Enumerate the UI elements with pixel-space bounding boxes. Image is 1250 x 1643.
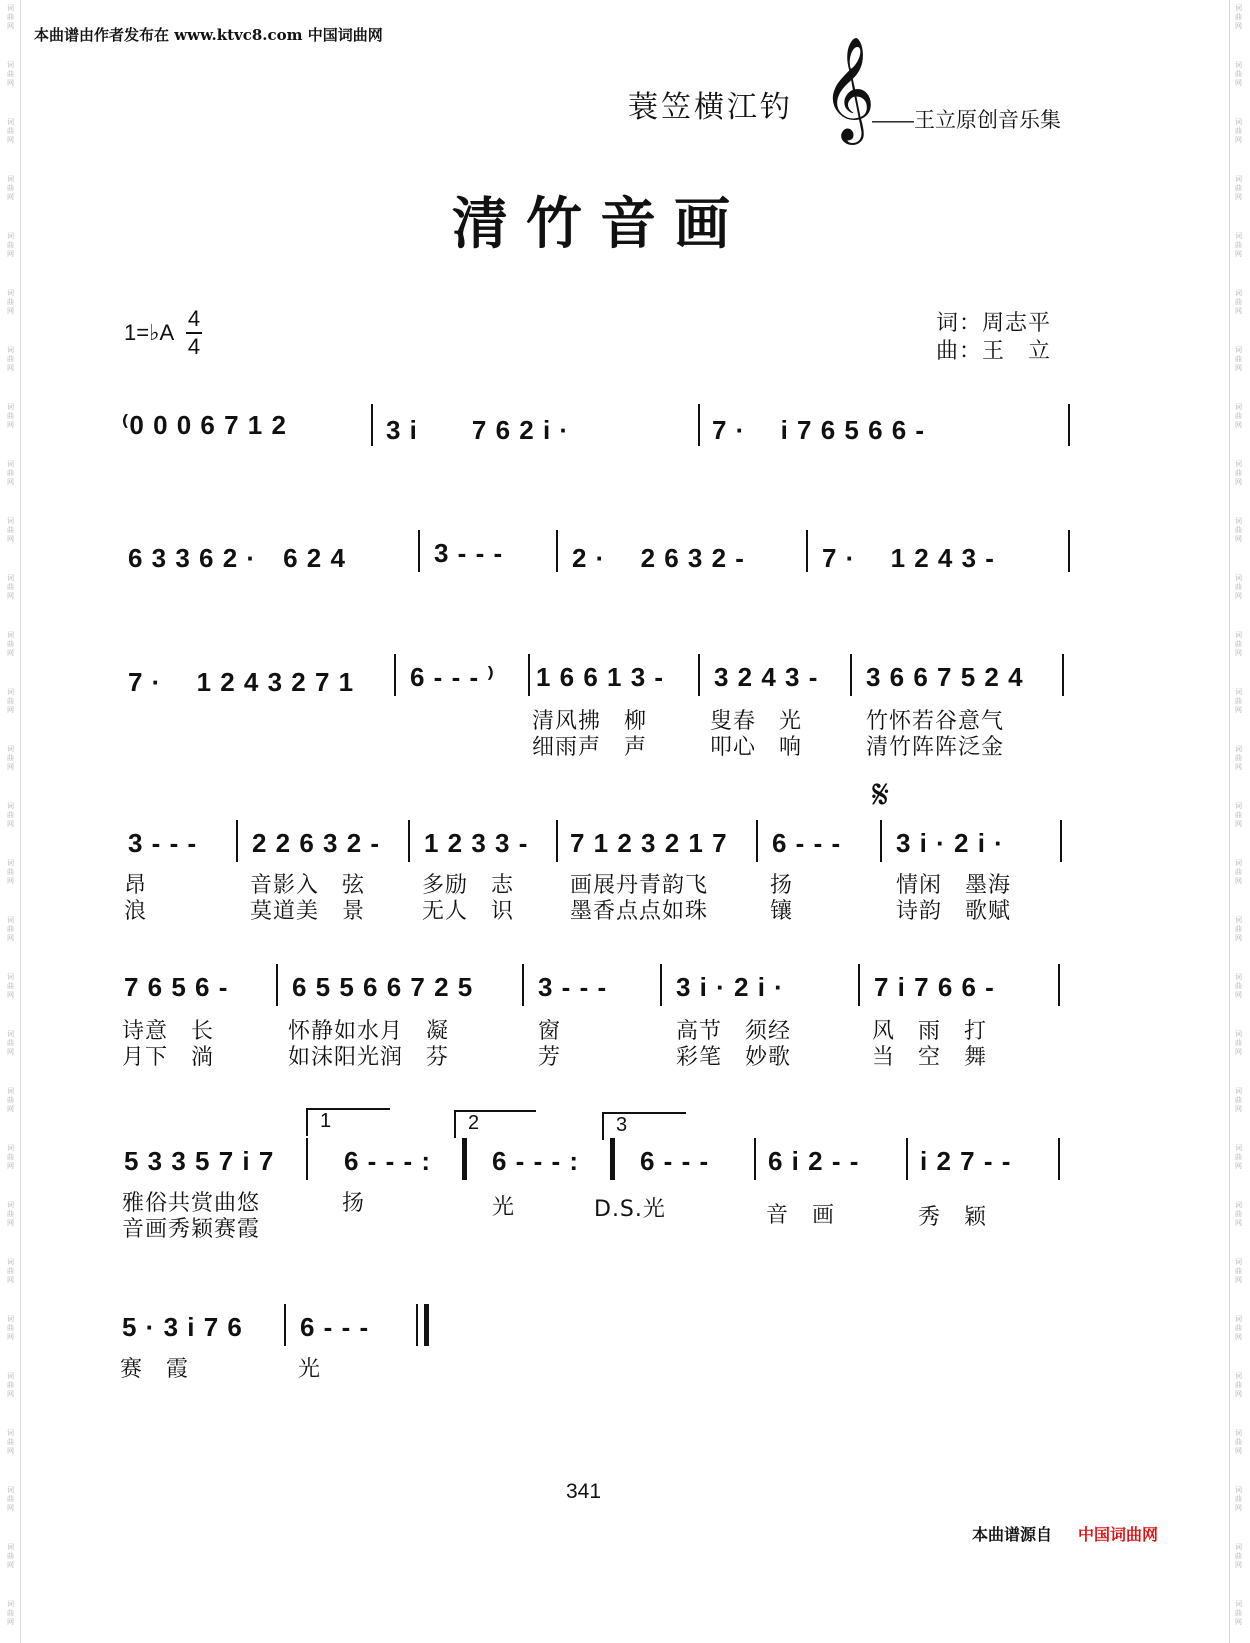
- footer-source-site[interactable]: 中国词曲网: [1078, 1525, 1159, 1544]
- barline: [850, 654, 852, 696]
- side-watermark: 词 曲 网: [7, 232, 14, 258]
- side-watermark: 词 曲 网: [1235, 859, 1242, 885]
- side-watermark: 词 曲 网: [7, 1201, 14, 1227]
- measure: 3 i 7 6 2 i ·: [386, 415, 570, 445]
- lyric-ds: D.S.光: [594, 1197, 666, 1222]
- side-watermark: 词 曲 网: [1235, 175, 1242, 201]
- measure: 6 - - -: [640, 1146, 710, 1176]
- lyric: 窗: [538, 1019, 562, 1044]
- side-watermark: 词 曲 网: [1235, 1030, 1242, 1056]
- lyric: 莫道美 景: [250, 899, 366, 924]
- side-watermark: 词 曲 网: [7, 631, 14, 657]
- composer-credit: 曲：王 立: [936, 339, 1052, 364]
- measure: 3 2 4 3 -: [714, 662, 819, 692]
- lyric: 画展丹青韵飞: [570, 873, 709, 898]
- side-watermark: 词 曲 网: [7, 517, 14, 543]
- measure: 7 1 2 3 2 1 7: [570, 828, 728, 858]
- lyric: 细雨声 声: [532, 735, 648, 760]
- side-watermark: 词 曲 网: [7, 403, 14, 429]
- lyric: 雅俗共赏曲悠: [122, 1191, 261, 1216]
- series-subtitle: ——王立原创音乐集: [872, 109, 1061, 132]
- side-watermark: 词 曲 网: [1235, 802, 1242, 828]
- lyric: 诗韵 歌赋: [896, 899, 1012, 924]
- side-watermark: 词 曲 网: [7, 688, 14, 714]
- measure: 7 6 5 6 -: [124, 972, 229, 1002]
- barline: [806, 530, 808, 572]
- side-watermark: 词 曲 网: [1235, 1201, 1242, 1227]
- measure: 2 · 2 6 3 2 -: [572, 543, 745, 573]
- final-barline-thick: [424, 1304, 429, 1346]
- measure: 6 i 2 - -: [768, 1146, 860, 1176]
- side-watermark: 词 曲 网: [1235, 574, 1242, 600]
- measure: 3 6 6 7 5 2 4: [866, 662, 1024, 692]
- lyric: 秀 颖: [918, 1205, 988, 1230]
- repeat-barline: [610, 1138, 615, 1180]
- barline: [371, 404, 373, 446]
- side-watermark: 词 曲 网: [1235, 973, 1242, 999]
- measure: ⁽0 0 0 6 7 1 2: [122, 410, 287, 440]
- side-watermark: 词 曲 网: [7, 1144, 14, 1170]
- lyric: 芳: [538, 1045, 562, 1070]
- lyric: 彩笔 妙歌: [676, 1045, 792, 1070]
- side-watermark: 词 曲 网: [1235, 118, 1242, 144]
- side-watermark: 词 曲 网: [1235, 460, 1242, 486]
- left-margin-strip: [2, 0, 21, 1643]
- side-watermark: 词 曲 网: [7, 1372, 14, 1398]
- header-note-site[interactable]: 中国词曲网: [307, 26, 383, 44]
- volta-bracket-1: [306, 1108, 390, 1136]
- barline: [1060, 820, 1062, 862]
- side-watermark: 词 曲 网: [7, 175, 14, 201]
- measure: 7 · 1 2 4 3 -: [822, 543, 995, 573]
- lyric: 扬: [770, 873, 794, 898]
- side-watermark: 词 曲 网: [7, 1600, 14, 1626]
- barline: [276, 964, 278, 1006]
- lyric: 月下 淌: [122, 1045, 215, 1070]
- lyricist-credit: 词：周志平: [936, 311, 1052, 336]
- side-watermark: 词 曲 网: [7, 346, 14, 372]
- lyric: 高节 须经: [676, 1019, 792, 1044]
- lyric: 音影入 弦: [250, 873, 366, 898]
- side-watermark: 词 曲 网: [1235, 1315, 1242, 1341]
- side-watermark: 词 曲 网: [7, 916, 14, 942]
- barline: [284, 1304, 286, 1346]
- header-note: [34, 24, 383, 45]
- volta-bracket-3: [602, 1112, 686, 1140]
- header-note-url[interactable]: www.ktvc8.com: [174, 26, 303, 44]
- side-watermark: 词 曲 网: [1235, 4, 1242, 30]
- side-watermark: 词 曲 网: [1235, 1258, 1242, 1284]
- barline: [906, 1138, 908, 1180]
- lyric: 风 雨 打: [872, 1019, 988, 1044]
- side-watermark: 词 曲 网: [1235, 688, 1242, 714]
- lyric: 清风拂 柳: [532, 709, 648, 734]
- measure: 3 - - -: [128, 828, 198, 858]
- treble-clef-icon: 𝄞: [822, 36, 876, 141]
- side-watermark: 词 曲 网: [7, 61, 14, 87]
- barline: [756, 820, 758, 862]
- measure: 2 2 6 3 2 -: [252, 828, 381, 858]
- barline: [698, 404, 700, 446]
- series-title: 蓑笠横江钓: [628, 90, 793, 125]
- side-watermark: 词 曲 网: [1235, 1429, 1242, 1455]
- lyric: 多励 志: [422, 873, 515, 898]
- measure: 6 - - - :: [344, 1146, 431, 1176]
- lyric: 镶: [770, 899, 794, 924]
- side-watermark: 词 曲 网: [7, 745, 14, 771]
- barline: [858, 964, 860, 1006]
- lyric: 当 空 舞: [872, 1045, 988, 1070]
- side-watermark: 词 曲 网: [1235, 289, 1242, 315]
- barline: [1068, 530, 1070, 572]
- measure: 7 · i 7 6 5 6 6 -: [712, 415, 926, 445]
- volta-number: 3: [616, 1114, 628, 1136]
- side-watermark: 词 曲 网: [1235, 1144, 1242, 1170]
- measure: 3 - - -: [538, 972, 608, 1002]
- side-watermark: 词 曲 网: [1235, 916, 1242, 942]
- side-watermark: 词 曲 网: [1235, 1600, 1242, 1626]
- side-watermark: 词 曲 网: [1235, 1087, 1242, 1113]
- measure: 7 i 7 6 6 -: [874, 972, 995, 1002]
- measure: 5 3 3 5 7 i 7: [124, 1146, 275, 1176]
- side-watermark: 词 曲 网: [1235, 346, 1242, 372]
- side-watermark: 词 曲 网: [7, 460, 14, 486]
- side-watermark: 词 曲 网: [7, 1258, 14, 1284]
- side-watermark: 词 曲 网: [1235, 232, 1242, 258]
- side-watermark: 词 曲 网: [1235, 745, 1242, 771]
- measure: 6 5 5 6 6 7 2 5: [292, 972, 474, 1002]
- measure: 6 3 3 6 2 · 6 2 4: [128, 543, 346, 573]
- time-signature-top: 4: [187, 306, 201, 331]
- lyric: 清竹阵阵泛金: [866, 735, 1005, 760]
- measure: 6 - - - :: [492, 1146, 579, 1176]
- barline: [880, 820, 882, 862]
- lyric: 叟春 光: [710, 709, 803, 734]
- barline: [698, 654, 700, 696]
- lyric: 赛 霞: [120, 1357, 190, 1382]
- lyric: 扬: [342, 1191, 366, 1216]
- measure: 6 - - -: [772, 828, 842, 858]
- lyric: 情闲 墨海: [896, 873, 1012, 898]
- measure: 7 · 1 2 4 3 2 7 1: [128, 667, 355, 697]
- lyric: 墨香点点如珠: [570, 899, 709, 924]
- measure: 3 i · 2 i ·: [676, 972, 784, 1002]
- time-signature-bottom: 4: [187, 334, 201, 359]
- side-watermark: 词 曲 网: [1235, 631, 1242, 657]
- barline: [1058, 1138, 1060, 1180]
- barline: [660, 964, 662, 1006]
- side-watermark: 词 曲 网: [1235, 403, 1242, 429]
- barline: [408, 820, 410, 862]
- volta-number: 2: [468, 1112, 480, 1134]
- final-barline-thin: [416, 1304, 418, 1346]
- barline: [556, 530, 558, 572]
- measure: i 2 7 - -: [920, 1146, 1012, 1176]
- lyric: 竹怀若谷意气: [866, 709, 1005, 734]
- side-watermark: 词 曲 网: [7, 1315, 14, 1341]
- lyric: 光: [492, 1195, 516, 1220]
- measure: 1 2 3 3 -: [424, 828, 529, 858]
- lyric: 叩心 响: [710, 735, 803, 760]
- lyric: 光: [298, 1357, 322, 1382]
- volta-bracket-2: [454, 1110, 536, 1138]
- barline: [754, 1138, 756, 1180]
- key-signature: 1=♭A: [124, 320, 175, 345]
- barline: [1068, 404, 1070, 446]
- repeat-barline: [462, 1138, 467, 1180]
- lyric: 如沫阳光润 芬: [288, 1045, 450, 1070]
- side-watermark: 词 曲 网: [1235, 61, 1242, 87]
- side-watermark: 词 曲 网: [7, 574, 14, 600]
- barline: [528, 654, 530, 696]
- lyric: 诗意 长: [122, 1019, 215, 1044]
- side-watermark: 词 曲 网: [7, 118, 14, 144]
- barline: [556, 820, 558, 862]
- side-watermark: 词 曲 网: [1235, 1372, 1242, 1398]
- side-watermark: 词 曲 网: [7, 1030, 14, 1056]
- barline: [1062, 654, 1064, 696]
- side-watermark: 词 曲 网: [1235, 517, 1242, 543]
- side-watermark: 词 曲 网: [7, 1429, 14, 1455]
- measure: 1 6 6 1 3 -: [536, 662, 665, 692]
- side-watermark: 词 曲 网: [7, 859, 14, 885]
- lyric: 昂: [124, 873, 148, 898]
- song-title: 清竹音画: [452, 191, 748, 257]
- measure: 6 - - - ⁾: [410, 662, 495, 692]
- barline: [394, 654, 396, 696]
- measure: 6 - - -: [300, 1312, 370, 1342]
- side-watermark: 词 曲 网: [1235, 1486, 1242, 1512]
- barline: [1058, 964, 1060, 1006]
- side-watermark: 词 曲 网: [7, 973, 14, 999]
- footer-source-label: 本曲谱源自: [972, 1525, 1053, 1544]
- segno-icon: 𝄋: [872, 772, 890, 818]
- page-number: 341: [566, 1480, 602, 1503]
- side-watermark: 词 曲 网: [7, 4, 14, 30]
- volta-number: 1: [320, 1110, 332, 1132]
- side-watermark: 词 曲 网: [7, 289, 14, 315]
- side-watermark: 词 曲 网: [7, 1543, 14, 1569]
- side-watermark: 词 曲 网: [1235, 1543, 1242, 1569]
- lyric: 音 画: [766, 1203, 836, 1228]
- side-watermark: 词 曲 网: [7, 1486, 14, 1512]
- side-watermark: 词 曲 网: [7, 802, 14, 828]
- lyric: 怀静如水月 凝: [288, 1019, 450, 1044]
- lyric: 无人 识: [422, 899, 515, 924]
- measure: 3 i · 2 i ·: [896, 828, 1004, 858]
- header-note-prefix: 本曲谱由作者发布在: [34, 26, 170, 44]
- lyric: 浪: [124, 899, 148, 924]
- side-watermark: 词 曲 网: [7, 1087, 14, 1113]
- measure: 5 · 3 i 7 6: [122, 1312, 243, 1342]
- right-margin-strip: [1229, 0, 1248, 1643]
- measure: 3 - - -: [434, 538, 504, 568]
- barline: [522, 964, 524, 1006]
- barline: [306, 1138, 308, 1180]
- lyric: 音画秀颖赛霞: [122, 1217, 261, 1242]
- barline: [418, 530, 420, 572]
- barline: [236, 820, 238, 862]
